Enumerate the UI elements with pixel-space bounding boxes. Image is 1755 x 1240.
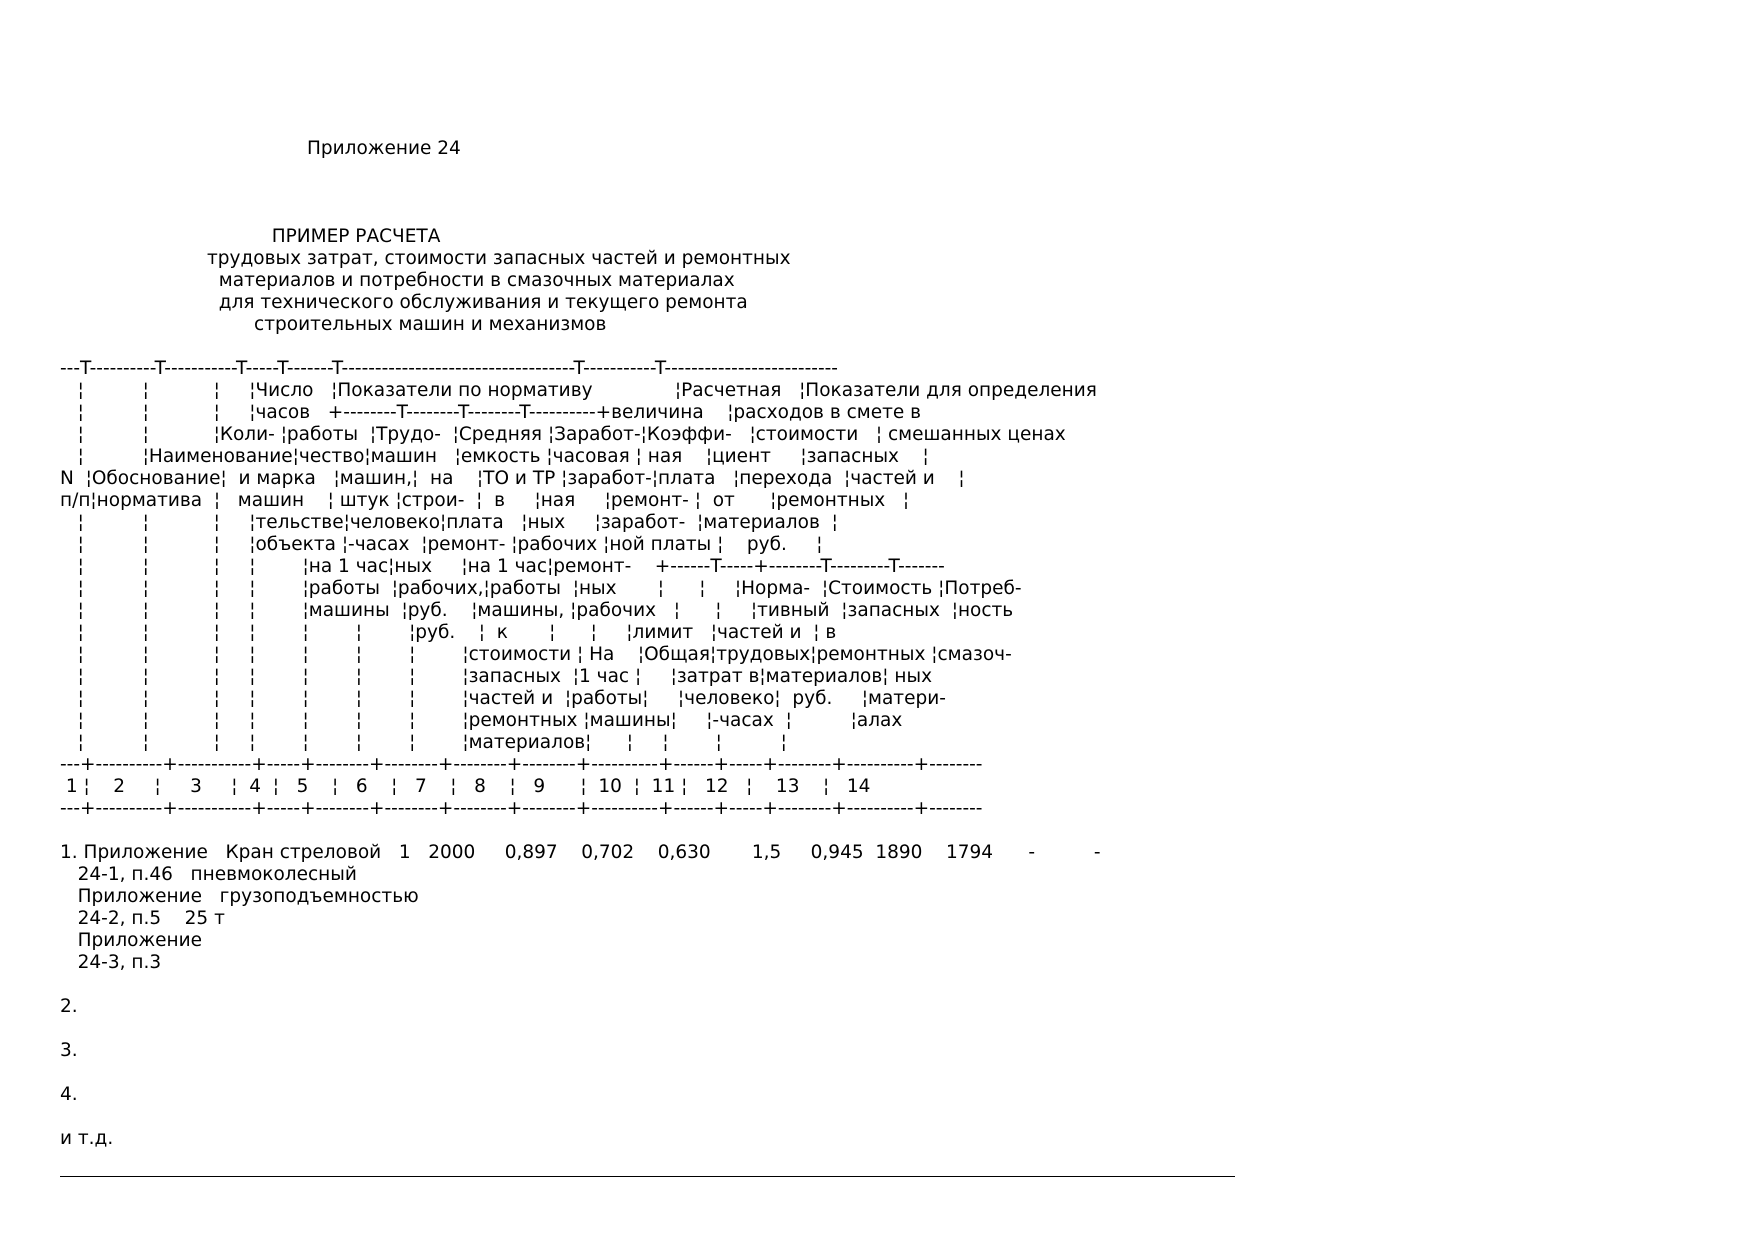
- table-header-line: ¦ ¦ ¦ ¦ ¦ ¦ ¦ ¦запасных ¦1 час ¦ ¦затрат в¦материалов¦ ных: [60, 666, 933, 687]
- document-subtitle-line: материалов и потребности в смазочных материалах: [60, 270, 735, 291]
- table-header-line: ¦ ¦ ¦ ¦ ¦ ¦ ¦ ¦стоимости ¦ На ¦Общая¦трудовых¦ремонтных ¦смазоч-: [60, 644, 1012, 665]
- table-header-line: ¦ ¦ ¦ ¦ ¦ ¦ ¦ ¦частей и ¦работы¦ ¦человеко¦ руб. ¦матери-: [60, 688, 946, 709]
- document-subtitle-line: для технического обслуживания и текущего ремонта: [60, 292, 748, 313]
- table-row: 3.: [60, 1040, 78, 1061]
- table-row: 4.: [60, 1084, 78, 1105]
- table-header-line: ¦ ¦ ¦ ¦ ¦ ¦ ¦ ¦ремонтных ¦машины¦ ¦-часах ¦ ¦алах: [60, 710, 903, 731]
- table-header-line: ¦ ¦ ¦ ¦ ¦машины ¦руб. ¦машины, ¦рабочих ¦ ¦ ¦тивный ¦запасных ¦ность: [60, 600, 1014, 621]
- table-separator: ---+----------+-----------+-----+--------+--------+--------+--------+----------+------+-----+--------+----------+--------: [60, 754, 983, 775]
- table-header-line: ¦ ¦Наименование¦чество¦машин ¦емкость ¦часовая ¦ ная ¦циент ¦запасных ¦: [60, 446, 929, 467]
- table-header-line: ¦ ¦ ¦ ¦ ¦на 1 час¦ных ¦на 1 час¦ремонт- +------T-----+--------T---------T-------: [60, 556, 945, 577]
- table-row-etc: и т.д.: [60, 1128, 114, 1149]
- table-header-line: ¦ ¦ ¦ ¦ ¦работы ¦рабочих,¦работы ¦ных ¦ ¦ ¦Норма- ¦Стоимость ¦Потреб-: [60, 578, 1022, 599]
- table-header-line: ¦ ¦ ¦ ¦ ¦ ¦ ¦ ¦материалов¦ ¦ ¦ ¦ ¦: [60, 732, 787, 753]
- table-header-line: ¦ ¦ ¦Коли- ¦работы ¦Трудо- ¦Средняя ¦Заработ-¦Коэффи- ¦стоимости ¦ смешанных ценах: [60, 424, 1066, 445]
- document-subtitle-line: строительных машин и механизмов: [60, 314, 607, 335]
- footer-rule: [60, 1176, 1235, 1177]
- table-row-continuation: 24-2, п.5 25 т: [60, 908, 225, 929]
- table-header-line: ¦ ¦ ¦ ¦тельстве¦человеко¦плата ¦ных ¦заработ- ¦материалов ¦: [60, 512, 838, 533]
- table-row: 2.: [60, 996, 78, 1017]
- appendix-label: Приложение 24: [60, 138, 461, 159]
- table-header-line: ¦ ¦ ¦ ¦ ¦ ¦ ¦руб. ¦ к ¦ ¦ ¦лимит ¦частей и ¦ в: [60, 622, 837, 643]
- table-row: 1. Приложение Кран стреловой 1 2000 0,897 0,702 0,630 1,5 0,945 1890 1794 - -: [60, 842, 1101, 863]
- table-row-continuation: Приложение грузоподъемностью: [60, 886, 419, 907]
- table-row-continuation: 24-1, п.46 пневмоколесный: [60, 864, 357, 885]
- table-row-continuation: 24-3, п.3: [60, 952, 162, 973]
- table-header-line: ¦ ¦ ¦ ¦Число ¦Показатели по нормативу ¦Расчетная ¦Показатели для определения: [60, 380, 1097, 401]
- document-title: ПРИМЕР РАСЧЕТА: [60, 226, 441, 247]
- table-header-line: п/п¦норматива ¦ машин ¦ штук ¦строи- ¦ в ¦ная ¦ремонт- ¦ от ¦ремонтных ¦: [60, 490, 910, 511]
- table-header-line: N ¦Обоснование¦ и марка ¦машин,¦ на ¦ТО и ТР ¦заработ-¦плата ¦перехода ¦частей и ¦: [60, 468, 965, 489]
- table-row-continuation: Приложение: [60, 930, 203, 951]
- table-separator: ---+----------+-----------+-----+--------+--------+--------+--------+----------+------+-----+--------+----------+--------: [60, 798, 983, 819]
- table-column-numbers: 1 ¦ 2 ¦ 3 ¦ 4 ¦ 5 ¦ 6 ¦ 7 ¦ 8 ¦ 9 ¦ 10 ¦ 11 ¦ 12 ¦ 13 ¦ 14: [60, 776, 871, 797]
- document-subtitle-line: трудовых затрат, стоимости запасных частей и ремонтных: [60, 248, 791, 269]
- table-top-border: ---T----------T-----------T-----T-------T-----------------------------------T-----------T--------------------------: [60, 358, 838, 379]
- table-header-line: ¦ ¦ ¦ ¦объекта ¦-часах ¦ремонт- ¦рабочих ¦ной платы ¦ руб. ¦: [60, 534, 823, 555]
- table-header-line: ¦ ¦ ¦ ¦часов +--------T--------T--------T----------+величина ¦расходов в смете в: [60, 402, 922, 423]
- document-text: [60, 138, 1101, 1150]
